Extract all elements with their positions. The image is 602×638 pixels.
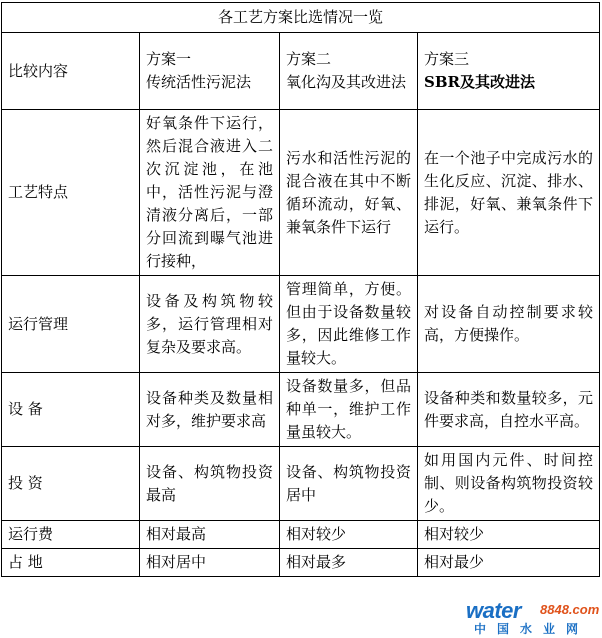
table-cell: 相对较少 <box>418 521 600 549</box>
table-row <box>2 110 600 276</box>
header-plan-3 <box>418 33 600 110</box>
header-plan-2-name: 方案二 <box>286 50 332 68</box>
row-label: 运行管理 <box>2 276 140 373</box>
table-cell: 相对最少 <box>418 549 600 577</box>
header-plan-3-name: 方案三 <box>424 50 470 68</box>
table-cell: 在一个池子中完成污水的生化反应、沉淀、排水、排泥，好氧、兼氧条件下运行。 <box>418 110 600 276</box>
watermark-cn: 中国水业网 <box>474 622 590 636</box>
table-cell: 污水和活性污泥的混合液在其中不断循环流动，好氧、兼氧条件下运行 <box>280 110 418 276</box>
row-label: 占 地 <box>2 549 140 577</box>
table-cell: 管理简单，方便。但由于设备数量较多，因此维修工作量较大。 <box>280 276 418 373</box>
header-row <box>2 33 600 110</box>
table-cell: 设备种类和数量较多，元件要求高，自控水平高。 <box>418 373 600 447</box>
row-label: 工艺特点 <box>2 110 140 276</box>
header-plan-2-method: 氧化沟及其改进法 <box>286 73 407 91</box>
table-cell: 设备、构筑物投资居中 <box>280 447 418 521</box>
row-label: 运行费 <box>2 521 140 549</box>
header-plan-1-name: 方案一 <box>146 50 192 68</box>
row-label: 设 备 <box>2 373 140 447</box>
table-cell: 设备、构筑物投资最高 <box>140 447 280 521</box>
watermark-brand: water <box>466 598 521 623</box>
table-cell: 相对居中 <box>140 549 280 577</box>
header-compare-content: 比较内容 <box>2 33 140 110</box>
title-row <box>2 3 600 33</box>
table-cell: 好氧条件下运行，然后混合液进入二次沉淀池，在池中，活性污泥与澄清液分离后，一部分回流到曝气池进行接种， <box>140 110 280 276</box>
table-cell: 设备种类及数量相对多，维护要求高 <box>140 373 280 447</box>
table-cell: 设备数量多，但品种单一，维护工作量虽较大。 <box>280 373 418 447</box>
table-row <box>2 447 600 521</box>
header-plan-1 <box>140 33 280 110</box>
header-plan-1-method: 传统活性污泥法 <box>146 73 252 91</box>
table-cell: 设备及构筑物较多，运行管理相对复杂及要求高。 <box>140 276 280 373</box>
table-cell: 相对较少 <box>280 521 418 549</box>
table-row <box>2 549 600 577</box>
table-row <box>2 373 600 447</box>
header-plan-3-method: SBR及其改进法 <box>424 73 535 91</box>
table-cell: 相对最多 <box>280 549 418 577</box>
table-cell: 如用国内元件、时间控制、则设备构筑物投资较少。 <box>418 447 600 521</box>
comparison-table <box>1 2 600 577</box>
table-cell: 相对最高 <box>140 521 280 549</box>
header-plan-2 <box>280 33 418 110</box>
watermark-number: 8848.com <box>540 602 600 617</box>
table-cell: 对设备自动控制要求较高，方便操作。 <box>418 276 600 373</box>
table-title: 各工艺方案比选情况一览 <box>2 3 600 33</box>
row-label: 投 资 <box>2 447 140 521</box>
table-row <box>2 521 600 549</box>
watermark-logo <box>466 598 600 636</box>
table-row <box>2 276 600 373</box>
